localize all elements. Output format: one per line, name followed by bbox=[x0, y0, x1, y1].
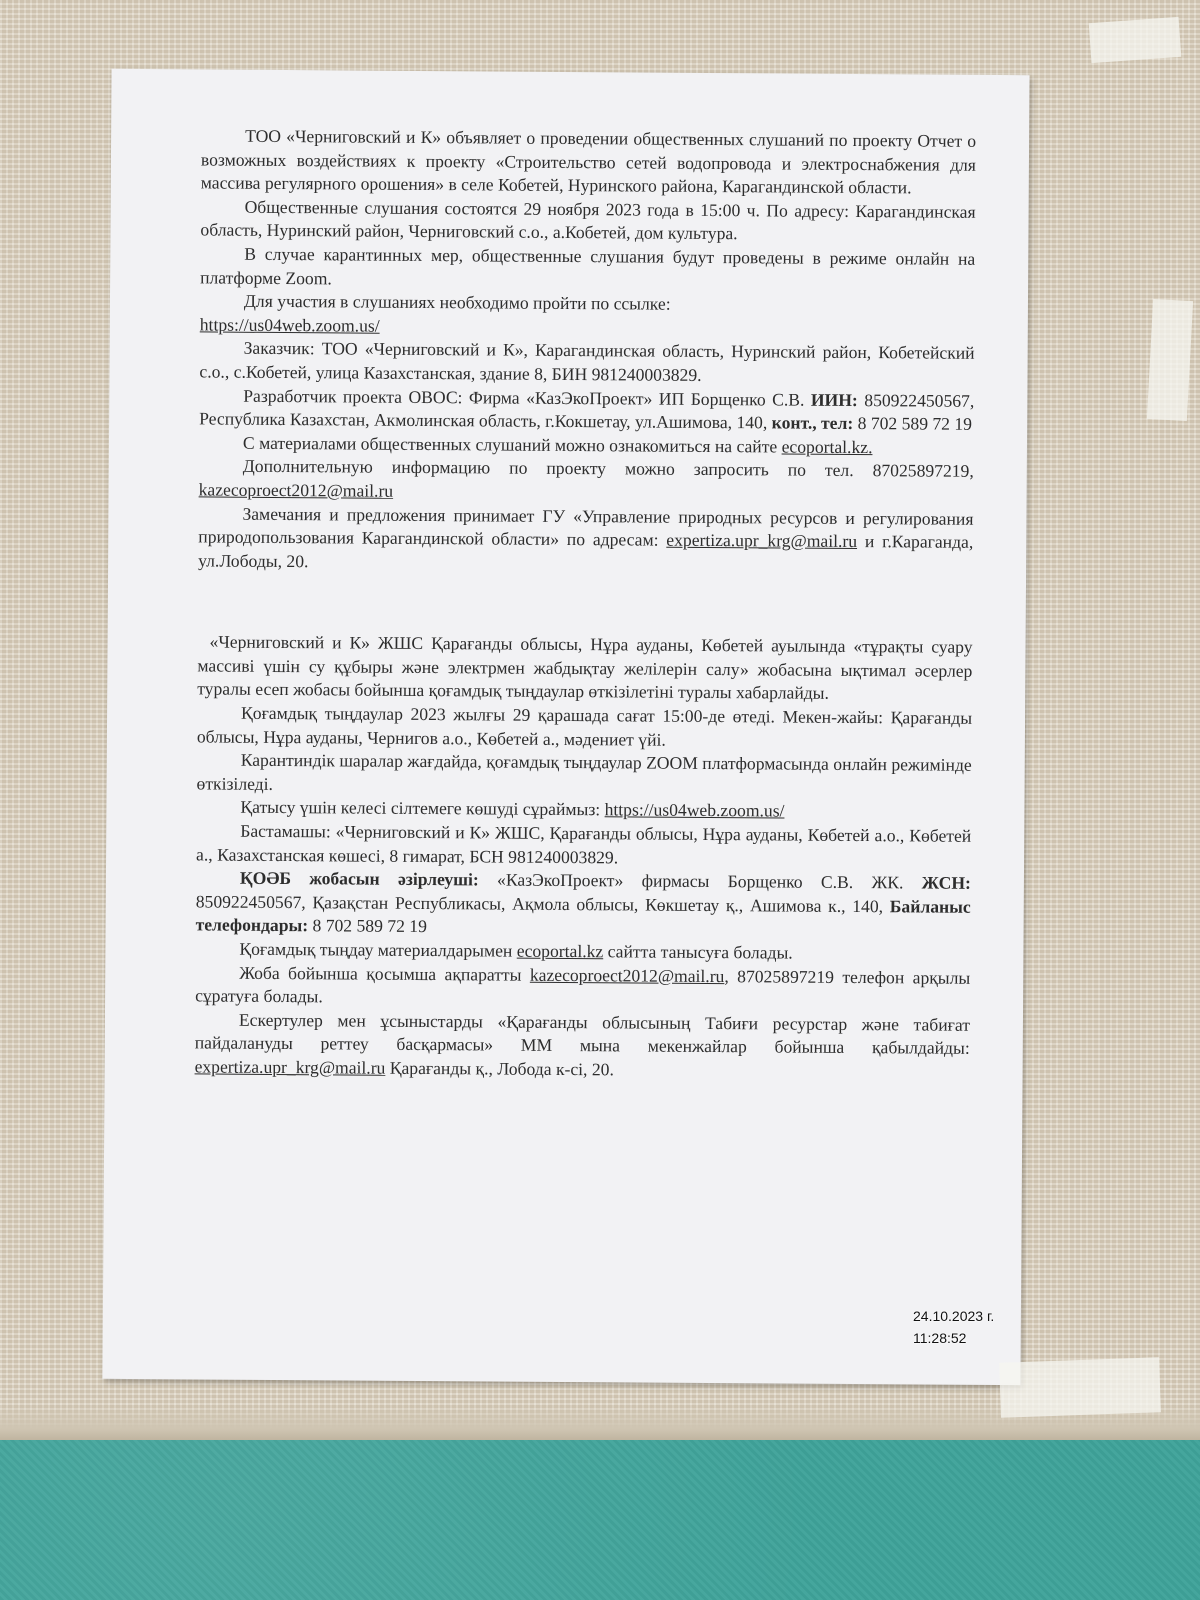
kz-jsn-label: ЖСН: bbox=[921, 872, 972, 894]
adhesive-tape-right bbox=[1147, 299, 1193, 421]
ru-iin-label: ИИН: bbox=[810, 389, 858, 410]
kz-paragraph-additional-info bbox=[195, 961, 970, 1014]
ru-expertiza-email-link[interactable]: expertiza.upr_krg@mail.ru bbox=[666, 529, 858, 552]
kz-developer-address: 850922450567, Қазақстан Республикасы, Ақмола облысы, Көкшетау қ., Ашимова к., 140, bbox=[195, 891, 884, 917]
kz-link-intro: Қатысу үшін келесі сілтемеге көшуді сұраймыз: bbox=[240, 797, 601, 820]
adhesive-tape-top bbox=[1089, 17, 1182, 63]
notice-paper bbox=[102, 69, 1029, 1385]
kz-developer-text: «КазЭкоПроект» фирмасы Борщенко С.В. ЖК. bbox=[497, 869, 904, 893]
ru-additional-info-text: Дополнительную информацию по проекту можно запросить по тел. 87025897219, bbox=[242, 456, 974, 482]
kz-ecoportal-link[interactable]: ecoportal.kz bbox=[516, 940, 604, 962]
photo-timestamp bbox=[913, 1305, 994, 1349]
ru-phone-label: конт., тел: bbox=[771, 412, 854, 434]
ru-zoom-link[interactable]: https://us04web.zoom.us/ bbox=[199, 314, 380, 336]
kz-remarks-text: Ескертулер мен ұсыныстарды «Қарағанды облысының Табиғи ресурстар және табиғат пайдалануды реттеу басқармасы» ММ мына мекенжайлар бойынша қабылдайды: bbox=[194, 1009, 971, 1059]
notice-text bbox=[195, 124, 977, 1084]
ru-phone-number: 8 702 589 72 19 bbox=[857, 413, 973, 434]
teal-wall-panel bbox=[0, 1440, 1200, 1600]
kz-kazeco-email-link[interactable]: kazecoproect2012@mail.ru bbox=[529, 964, 725, 986]
ru-paragraph-developer bbox=[199, 384, 974, 437]
ru-paragraph-customer: Заказчик: ТОО «Черниговский и К», Карагандинская область, Нуринский район, Кобетейский с.о., с.Кобетей, улица Казахстанская, здание 8, БИН 981240003829. bbox=[199, 338, 975, 385]
ru-materials-text: С материалами общественных слушаний можно ознакомиться на сайте bbox=[242, 432, 778, 457]
kz-zoom-link[interactable]: https://us04web.zoom.us/ bbox=[604, 799, 785, 821]
kz-developer-label: ҚОӘБ жобасын әзірлеуші: bbox=[239, 867, 479, 890]
kz-materials-text-a: Қоғамдық тыңдау материалдарымен bbox=[239, 938, 513, 961]
ru-developer-address: 850922450567, Республика Казахстан, Акмолинская область, г.Кокшетау, ул.Ашимова, 140, bbox=[199, 389, 975, 433]
ru-paragraph-link-intro: Для участия в слушаниях необходимо пройти по ссылке: bbox=[243, 290, 671, 314]
ru-paragraph-remarks bbox=[198, 502, 973, 578]
ru-paragraph-additional-info bbox=[199, 455, 974, 508]
kz-paragraph-developer bbox=[196, 867, 971, 943]
ru-ecoportal-link[interactable]: ecoportal.kz. bbox=[781, 436, 873, 457]
ru-developer-text: Разработчик проекта ОВОС: Фирма «КазЭкоПроект» ИП Борщенко С.В. bbox=[243, 385, 805, 410]
kz-paragraph-intro: «Черниговский и К» ЖШС Қарағанды облысы, Нұра ауданы, Көбетей ауылында «тұрақты суару массиві үшін су құбыры және электрмен жабдықтау желілерін салу» жобасына ықтимал әсерлер туралы есеп жобасы бойынша қоғамдық тыңдаулар өткізілетіні туралы хабарлайды. bbox=[197, 631, 973, 704]
ru-paragraph-intro: ТОО «Черниговский и К» объявляет о проведении общественных слушаний по проекту Отчет о возможных воздействиях к проекту «Строительство сетей водопровода и электроснабжения для массива регулярного орошения» в селе Кобетей, Нуринского района, Карагандинской области. bbox=[200, 125, 977, 198]
ru-kazeco-email-link[interactable]: kazecoproect2012@mail.ru bbox=[198, 479, 394, 501]
kz-paragraph-remarks bbox=[195, 1008, 970, 1084]
timestamp-date: 24.10.2023 г. bbox=[913, 1308, 995, 1324]
kz-expertiza-email-link[interactable]: expertiza.upr_krg@mail.ru bbox=[194, 1056, 386, 1078]
ru-paragraph-quarantine: В случае карантинных мер, общественные слушания будут проведены в режиме онлайн на платформе Zoom. bbox=[200, 243, 976, 288]
kz-phone-label: Байланыс телефондары: bbox=[195, 896, 971, 936]
kz-additional-info-text-b: , 87025897219 телефон арқылы сұратуға болады. bbox=[195, 965, 971, 1007]
kz-paragraph-initiator: Бастамашы: «Черниговский и К» ЖШС, Қарағанды облысы, Нұра ауданы, Көбетей а.о., Көбетей а., Казахстанская көшесі, 8 гимарат, БСН 981240003829. bbox=[196, 820, 972, 867]
kz-paragraph-date: Қоғамдық тыңдаулар 2023 жылғы 29 қарашада сағат 15:00-де өтеді. Мекен-жайы: Қарағанды облысы, Нұра ауданы, Чернигов а.о., Көбетей а., мәдениет үйі. bbox=[196, 702, 973, 750]
ru-remarks-address: и г.Караганда, ул.Лободы, 20. bbox=[198, 531, 974, 571]
kz-paragraph-quarantine: Карантиндік шаралар жағдайда, қоғамдық тыңдаулар ZOOM платформасында онлайн режимінде өткізіледі. bbox=[196, 749, 972, 794]
ru-paragraph-date: Общественные слушания состоятся 29 ноября 2023 года в 15:00 ч. По адресу: Карагандинская область, Нуринский район, Черниговский с.о., а.Кобетей, дом культура. bbox=[200, 196, 976, 244]
section-gap bbox=[198, 573, 973, 636]
kz-additional-info-text-a: Жоба бойынша қосымша ақпаратты bbox=[239, 962, 522, 985]
adhesive-tape-bottom bbox=[999, 1357, 1161, 1418]
kz-materials-text-b: сайтта танысуға болады. bbox=[607, 941, 793, 963]
ru-remarks-text: Замечания и предложения принимает ГУ «Управление природных ресурсов и регулирования природопользования Карагандинской области» по адресам: bbox=[198, 503, 974, 550]
kz-phone-number: 8 702 589 72 19 bbox=[312, 915, 427, 937]
timestamp-time: 11:28:52 bbox=[913, 1330, 967, 1346]
kz-remarks-address: Қарағанды қ., Лобода к-сі, 20. bbox=[389, 1057, 614, 1080]
